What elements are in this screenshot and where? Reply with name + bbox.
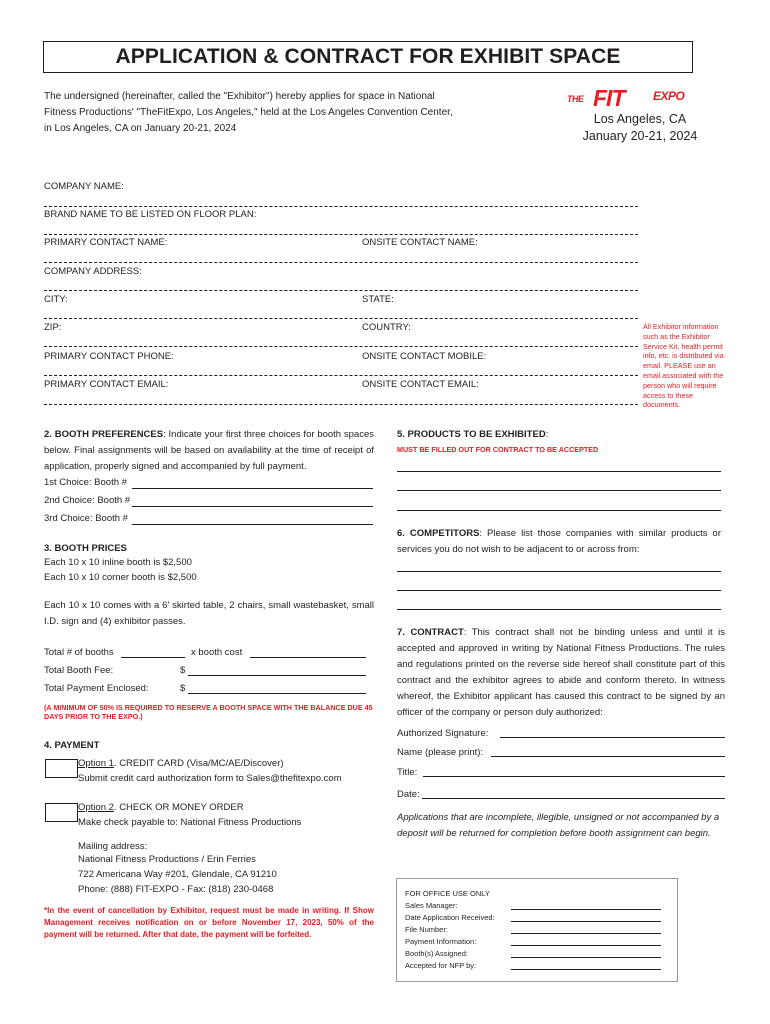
cancellation-policy: *In the event of cancellation by Exhibitor, request must be made in writing. If Show Management receives notification on or before November 17, 2023, 50% of the payment will be returned. After that date, the payment will be forfeited. [44,906,374,939]
products-line-2[interactable] [397,490,721,491]
mailing-line3: Phone: (888) FIT-EXPO - Fax: (818) 230-0468 [78,884,274,895]
signature-label: Authorized Signature: [397,728,489,739]
office-date-received-line[interactable] [511,921,661,922]
office-sales-manager: Sales Manager: [405,901,458,910]
products-colon: : [545,429,549,440]
inline-booth-price: Each 10 x 10 inline booth is $2,500 [44,557,192,568]
competitors-line-3[interactable] [397,609,721,610]
logo-fit: FIT [593,85,625,111]
booth-preferences-heading: 2. BOOTH PREFERENCES [44,429,164,440]
brand-name-label: BRAND NAME TO BE LISTED ON FLOOR PLAN: [44,209,257,220]
office-booths-assigned: Booth(s) Assigned: [405,949,468,958]
print-name-label: Name (please print): [397,747,484,758]
brand-name-line[interactable] [44,234,638,235]
city-state-line[interactable] [44,318,638,319]
company-address-line[interactable] [44,290,638,291]
fit-expo-logo [565,86,713,110]
onsite-contact-mobile-label: ONSITE CONTACT MOBILE: [362,351,487,362]
office-accepted-by: Accepted for NFP by: [405,961,477,970]
contract-text: : This contract shall not be binding unless and until it is accepted and approved in writing by National Fitness Productions. The rules and regulations printed on the reverse side hereof shall constitute part of this contract and the exhibitor agrees to abide and conform thereto. In witness whereof, the Exhibitor applicant has caused this contract to be signed by an officer of the company or person duly authorized: [397,627,725,718]
booth-prices-heading: 3. BOOTH PRICES [44,543,127,554]
company-name-label: COMPANY NAME: [44,181,124,192]
office-sales-manager-line[interactable] [511,909,661,910]
company-name-line[interactable] [44,206,638,207]
title-line[interactable] [423,776,725,777]
mailing-line2: 722 Americana Way #201, Glendale, CA 91210 [78,869,277,880]
competitors-line-1[interactable] [397,571,721,572]
choice1-line[interactable] [132,488,373,489]
competitors-line-2[interactable] [397,590,721,591]
products-section [397,427,548,443]
products-line-1[interactable] [397,471,721,472]
primary-contact-phone-label: PRIMARY CONTACT PHONE: [44,351,174,362]
office-heading: FOR OFFICE USE ONLY [405,889,490,898]
minimum-deposit-note: (A MINIMUM OF 50% IS REQUIRED TO RESERVE A BOOTH SPACE WITH THE BALANCE DUE 45 DAYS PRIOR TO THE EXPO.) [44,703,373,721]
country-label: COUNTRY: [362,322,411,333]
option2-title [78,800,244,816]
office-use-box [396,878,678,982]
primary-contact-email-label: PRIMARY CONTACT EMAIL: [44,379,169,390]
zip-country-line[interactable] [44,346,638,347]
option2-checkbox[interactable] [45,803,78,822]
total-fee-dollar: $ [180,665,186,676]
total-payment-line[interactable] [188,693,366,694]
choice2-line[interactable] [132,506,373,507]
choice3-line[interactable] [132,524,373,525]
date-line[interactable] [422,798,725,799]
total-payment-label: Total Payment Enclosed: [44,683,149,694]
option2-title-text: . CHECK OR MONEY ORDER [113,802,244,813]
booth-cost-line[interactable] [250,657,366,658]
total-booths-line[interactable] [121,657,185,658]
choice2-label: 2nd Choice: Booth # [44,495,131,506]
date-label: Date: [397,789,420,800]
total-payment-dollar: $ [180,683,186,694]
print-name-line[interactable] [491,756,725,757]
total-fee-label: Total Booth Fee: [44,665,114,676]
office-payment-info: Payment Information: [405,937,477,946]
option1-label: Option 1 [78,758,114,769]
booth-cost-label: x booth cost [191,647,243,658]
event-dates: January 20-21, 2024 [582,129,698,143]
competitors-text: : Please list those companies with similar products or services you do not wish to be adjacent to or across from: [397,528,721,555]
mailing-line1: National Fitness Productions / Erin Ferries [78,854,256,865]
page-title: APPLICATION & CONTRACT FOR EXHIBIT SPACE [43,41,693,73]
event-city: Los Angeles, CA [593,112,687,126]
total-booths-label: Total # of booths [44,647,114,658]
office-file-number-line[interactable] [511,933,661,934]
intro-text: The undersigned (hereinafter, called the "Exhibitor") hereby applies for space in National Fitness Productions' "TheFitExpo, Los Angeles," held at the Los Angeles Convention Center, in Los Angeles, CA on January 20-21, 2024 [44,91,453,134]
office-date-received: Date Application Received: [405,913,495,922]
products-line-3[interactable] [397,510,721,511]
choice1-label: 1st Choice: Booth # [44,477,127,488]
total-fee-line[interactable] [188,675,366,676]
mailing-heading: Mailing address: [78,841,148,852]
booth-preferences-text: : Indicate your first three choices for booth spaces below. Final assignments will be based on availability at the time of receipt of application, properly signed and accompanied by full payment. [44,429,374,472]
option1-checkbox[interactable] [45,759,78,778]
company-address-label: COMPANY ADDRESS: [44,266,142,277]
option1-title [78,756,284,772]
option1-text: Submit credit card authorization form to Sales@thefitexpo.com [78,773,342,784]
contact-name-line[interactable] [44,262,638,263]
competitors-heading: 6. COMPETITORS [397,528,480,539]
logo-the: THE [567,94,584,104]
office-payment-info-line[interactable] [511,945,661,946]
payment-heading: 4. PAYMENT [44,740,100,751]
phone-line[interactable] [44,375,638,376]
onsite-contact-email-label: ONSITE CONTACT EMAIL: [362,379,479,390]
booth-includes-text: Each 10 x 10 comes with a 6' skirted table, 2 chairs, small wastebasket, small I.D. sign and (4) exhibitor passes. [44,600,374,627]
option2-text: Make check payable to: National Fitness Productions [78,817,302,828]
city-label: CITY: [44,294,68,305]
option2-label: Option 2 [78,802,114,813]
corner-booth-price: Each 10 x 10 corner booth is $2,500 [44,572,197,583]
office-booths-assigned-line[interactable] [511,957,661,958]
zip-label: ZIP: [44,322,62,333]
contract-section [397,625,725,721]
primary-contact-name-label: PRIMARY CONTACT NAME: [44,237,168,248]
booth-preferences-section [44,427,374,475]
signature-line[interactable] [500,737,725,738]
office-accepted-by-line[interactable] [511,969,661,970]
exhibitor-info-note: All Exhibitor information such as the Exhibitor Service Kit, health permit info, etc. is distributed via email. PLEASE use an email associated with the person who will require access to these documents. [643,322,724,410]
option1-title-text: . CREDIT CARD (Visa/MC/AE/Discover) [113,758,284,769]
title-label: Title: [397,767,418,778]
contract-heading: 7. CONTRACT [397,627,464,638]
logo-expo: EXPO [653,89,685,103]
state-label: STATE: [362,294,394,305]
email-line[interactable] [44,404,638,405]
choice3-label: 3rd Choice: Booth # [44,513,128,524]
incomplete-application-note: Applications that are incomplete, illegible, unsigned or not accompanied by a deposit will be returned for completion before booth assignment can begin. [397,812,720,839]
products-required-note: MUST BE FILLED OUT FOR CONTRACT TO BE ACCEPTED [397,445,599,454]
products-heading: 5. PRODUCTS TO BE EXHIBITED [397,429,546,440]
onsite-contact-name-label: ONSITE CONTACT NAME: [362,237,478,248]
office-file-number: File Number: [405,925,448,934]
event-location [560,111,720,145]
competitors-section [397,526,721,558]
